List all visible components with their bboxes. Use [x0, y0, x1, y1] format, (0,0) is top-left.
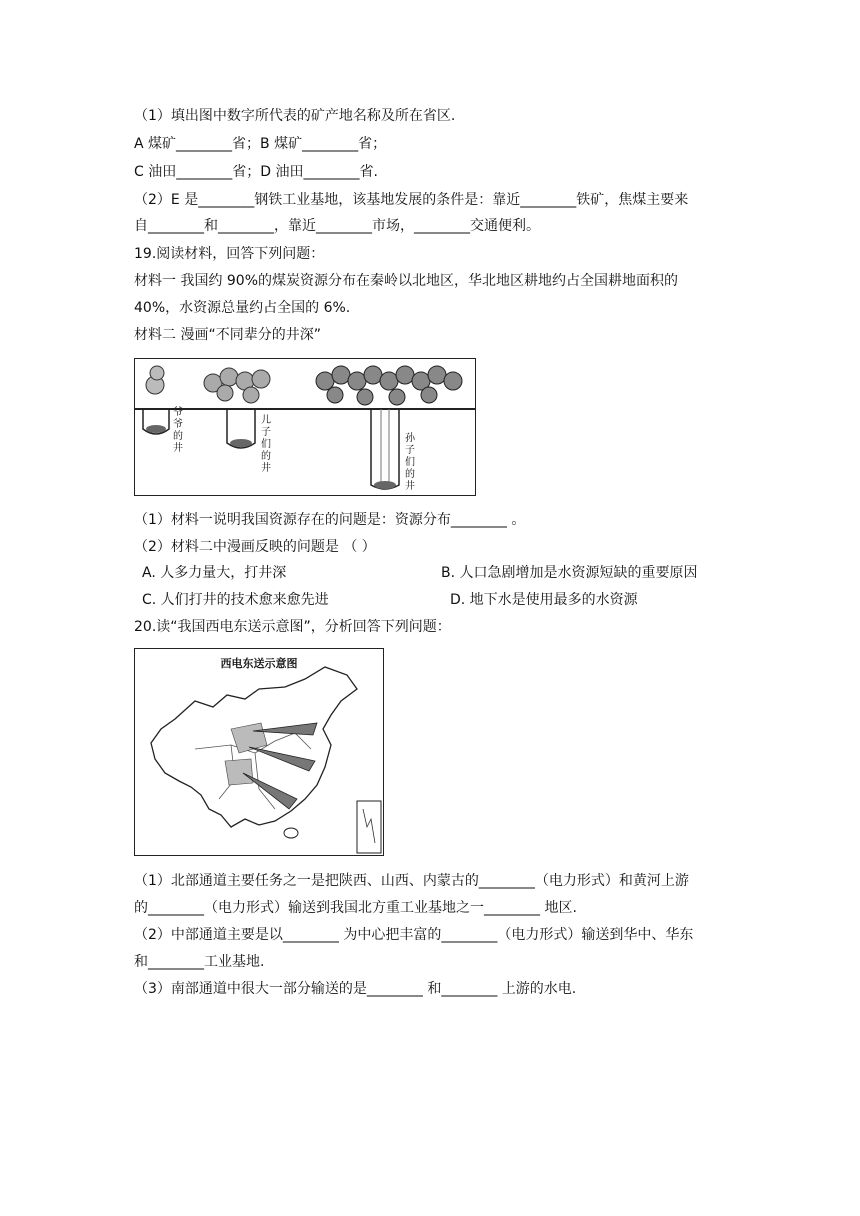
- cartoon-label-grandpa: 爷爷的井: [173, 407, 183, 454]
- q18-part1-prompt: （1）填出图中数字所代表的矿产地名称及所在省区.: [134, 108, 456, 124]
- well-depth-cartoon: [134, 358, 476, 496]
- q19-material2: 材料二 漫画“不同辈分的井深”: [134, 327, 321, 343]
- q19-title: 19.阅读材料，回答下列问题：: [134, 246, 325, 262]
- q19-part1: （1）材料一说明我国资源存在的问题是：资源分布________ 。: [134, 512, 526, 528]
- q19-material1-line2: 40%，水资源总量约占全国的 6%.: [134, 300, 351, 316]
- q20-part3: （3）南部通道中很大一部分输送的是________ 和________ 上游的水电.: [134, 981, 577, 997]
- q20-title: 20.读“我国西电东送示意图”，分析回答下列问题：: [134, 619, 451, 635]
- map-title: 西电东送示意图: [220, 657, 298, 670]
- q19-option-b: B. 人口急剧增加是水资源短缺的重要原因: [441, 565, 698, 581]
- q20-part2-line1: （2）中部通道主要是以________ 为中心把丰富的________（电力形式）输送到华中、华东: [134, 927, 694, 943]
- q19-option-c: C. 人们打井的技术愈来愈先进: [142, 592, 329, 608]
- q19-material1-line1: 材料一 我国约 90%的煤炭资源分布在秦岭以北地区，华北地区耕地约占全国耕地面积的: [134, 273, 679, 289]
- q18-part2-line2: 自________和________，靠近________市场，________交通便利。: [134, 218, 540, 234]
- q20-part1-line2: 的________（电力形式）输送到我国北方重工业基地之一________ 地区.: [134, 900, 577, 916]
- q18-part1-a-b: A 煤矿________省；B 煤矿________省；: [134, 136, 387, 152]
- west-east-power-map: [134, 648, 384, 856]
- q19-option-d: D. 地下水是使用最多的水资源: [450, 592, 638, 608]
- q20-part1-line1: （1）北部通道主要任务之一是把陕西、山西、内蒙古的________（电力形式）和黄河上游: [134, 873, 689, 889]
- cartoon-label-grandsons: 孙子们的井: [405, 433, 415, 492]
- q18-part2-line1: （2）E 是________钢铁工业基地，该基地发展的条件是：靠近________铁矿，焦煤主要来: [134, 192, 689, 208]
- well-cartoon-drawing: [135, 359, 475, 495]
- q20-part2-line2: 和________工业基地.: [134, 954, 265, 970]
- q19-part2: （2）材料二中漫画反映的问题是 （ ）: [134, 539, 376, 555]
- q18-part1-c-d: C 油田________省；D 油田________省.: [134, 164, 378, 180]
- q19-option-a: A. 人多力量大，打井深: [142, 565, 287, 581]
- china-outline-map: [135, 649, 383, 855]
- cartoon-label-sons: 儿子们的井: [261, 415, 271, 474]
